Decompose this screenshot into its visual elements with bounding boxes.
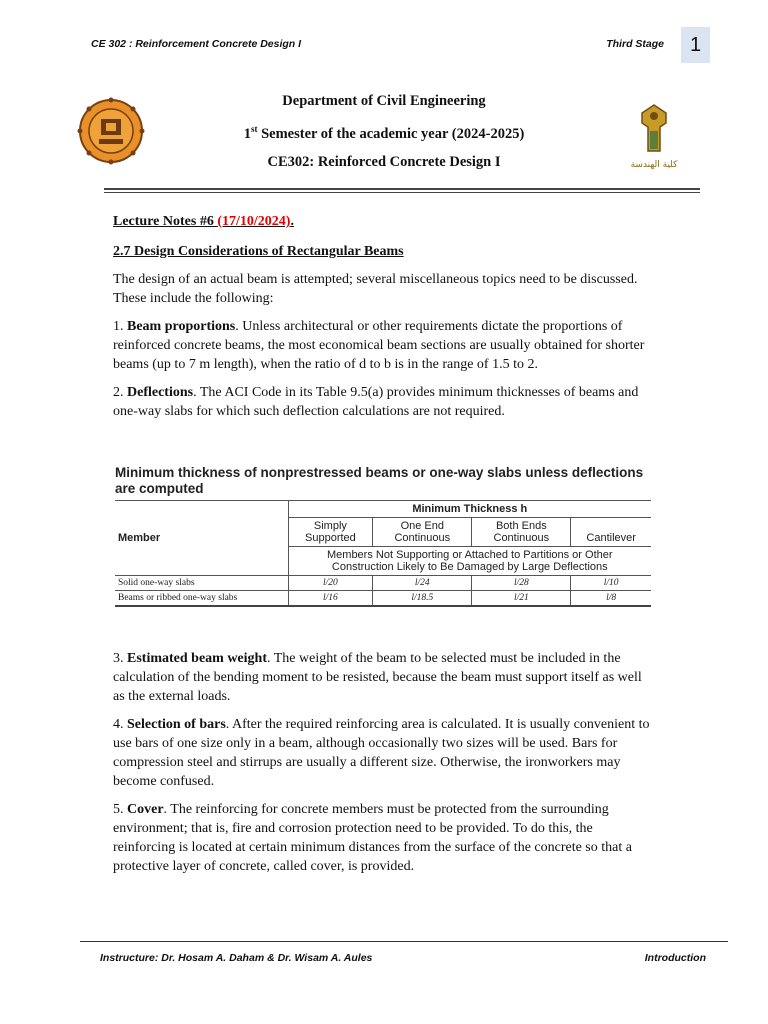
main-content — [113, 212, 656, 430]
footer-section: Introduction — [644, 952, 706, 964]
header-stage: Third Stage — [606, 38, 664, 50]
col-both-ends: Both Ends Continuous — [472, 518, 571, 547]
college-emblem-logo — [620, 101, 688, 173]
group-header: Minimum Thickness h — [288, 501, 651, 518]
item-beam-proportions: 1. Beam proportions. Unless architectural or other requirements dictate the proportions of reinforced concrete beams, the most economical beam sections are usually obtained for shorter beams (up to 7 m length), when the ratio of d to b is in the range of 1.5 to 2. — [113, 319, 645, 372]
department-title: Department of Civil Engineering — [282, 93, 486, 109]
header-rule-thin — [104, 192, 700, 193]
header-course: CE 302 : Reinforcement Concrete Design I — [91, 38, 302, 50]
lecture-notes-heading: Lecture Notes #6 (17/10/2024). — [113, 214, 294, 229]
item-selection-of-bars: 4. Selection of bars. After the required reinforcing area is calculated. It is usually convenient to use bars of one size only in a beam, although occasionally two sizes will be used. Bars for compression steel and stirrups are usually a different size. Otherwise, the ironworkers may become confused. — [113, 717, 650, 789]
col-one-end: One End Continuous — [373, 518, 472, 547]
minimum-thickness-table — [115, 500, 651, 607]
semester-title: 1st Semester of the academic year (2024-2025) — [243, 124, 525, 142]
college-emblem-text: كلية الهندسة — [630, 160, 678, 170]
item-estimated-beam-weight: 3. Estimated beam weight. The weight of the beam to be selected must be included in the calculation of the bending moment to be resisted, because the beam must support itself as well as the external loads. — [113, 651, 642, 704]
item-deflections: 2. Deflections. The ACI Code in its Table 9.5(a) provides minimum thicknesses of beams and one-way slabs for which such deflection calculations are not required. — [113, 385, 639, 419]
col-cantilever: Cantilever — [571, 518, 651, 547]
header-rule — [104, 188, 700, 190]
section-heading: 2.7 Design Considerations of Rectangular Beams — [113, 244, 404, 259]
intro-paragraph: The design of an actual beam is attempted; several miscellaneous topics need to be discussed. These include the following: — [113, 272, 638, 306]
member-header: Member — [115, 501, 288, 576]
table-row: Beams or ribbed one-way slabs l/16 l/18.5 l/21 l/8 — [115, 591, 651, 607]
item-cover: 5. Cover. The reinforcing for concrete members must be protected from the surrounding environment; that is, fire and corrosion protection need to be provided. To do this, the reinforcing is located at certain minimum distances from the surface of the concrete so that a protective layer of concrete, called cover, is provided. — [113, 802, 632, 874]
course-title: CE302: Reinforced Concrete Design I — [267, 154, 501, 170]
main-content-continued — [113, 649, 656, 885]
footer-rule — [80, 941, 728, 942]
table-row: Solid one-way slabs l/20 l/24 l/28 l/10 — [115, 576, 651, 591]
lecture-date: (17/10/2024) — [217, 214, 291, 229]
page-number-badge: 1 — [681, 27, 710, 63]
footer-instructors: Instructure: Dr. Hosam A. Daham & Dr. Wisam A. Aules — [100, 952, 373, 964]
col-simply-supported: Simply Supported — [288, 518, 373, 547]
table-title: Minimum thickness of nonprestressed beams or one-way slabs unless deflections are computed — [115, 465, 644, 496]
table-note: Members Not Supporting or Attached to Partitions or Other Construction Likely to Be Damaged by Large Deflections — [288, 547, 651, 576]
university-seal-logo — [77, 97, 145, 165]
